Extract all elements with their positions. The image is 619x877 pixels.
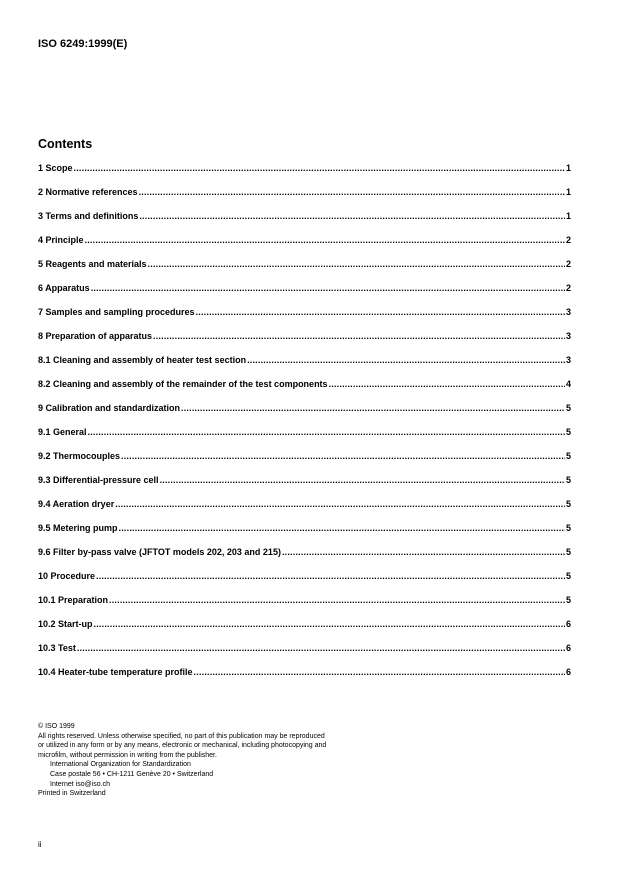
toc-dot-leader (139, 211, 565, 221)
toc-dot-leader (85, 235, 565, 245)
toc-entry[interactable] (38, 211, 571, 235)
toc-entry-title: 5 Reagents and materials (38, 259, 147, 269)
toc-entry-page: 4 (565, 379, 571, 389)
toc-dot-leader (77, 643, 565, 653)
organization-name: International Organization for Standardization (50, 761, 191, 769)
toc-dot-leader (282, 547, 565, 557)
toc-entry-title: 10.4 Heater-tube temperature profile (38, 667, 193, 677)
toc-entry-page: 5 (565, 475, 571, 485)
internet-contact: Internet iso@iso.ch (50, 780, 111, 788)
document-id: ISO 6249:1999(E) (38, 38, 128, 50)
toc-entry-title: 10.3 Test (38, 643, 76, 653)
toc-entry-title: 3 Terms and definitions (38, 211, 139, 221)
toc-entry-page: 2 (565, 259, 571, 269)
toc-entry-title: 9.2 Thermocouples (38, 451, 121, 461)
toc-entry[interactable] (38, 331, 571, 355)
toc-dot-leader (91, 283, 565, 293)
toc-entry[interactable] (38, 499, 571, 523)
toc-entry-title: 7 Samples and sampling procedures (38, 307, 195, 317)
toc-entry-page: 5 (565, 451, 571, 461)
toc-entry-title: 9.4 Aeration dryer (38, 499, 115, 509)
toc-dot-leader (88, 427, 565, 437)
toc-entry[interactable] (38, 643, 571, 667)
toc-entry-page: 2 (565, 283, 571, 293)
toc-entry-page: 5 (565, 427, 571, 437)
toc-entry-page: 3 (565, 355, 571, 365)
toc-entry[interactable] (38, 619, 571, 643)
toc-entry[interactable] (38, 427, 571, 451)
toc-dot-leader (115, 499, 565, 509)
toc-dot-leader (94, 619, 565, 629)
toc-entry[interactable] (38, 667, 571, 691)
toc-entry[interactable] (38, 163, 571, 187)
toc-dot-leader (196, 307, 565, 317)
toc-entry-page: 5 (565, 595, 571, 605)
contents-title: Contents (38, 137, 93, 151)
copyright-symbol-line: © ISO 1999 (38, 723, 75, 730)
toc-entry-page: 6 (565, 619, 571, 629)
toc-entry-page: 3 (565, 331, 571, 341)
toc-entry-page: 6 (565, 667, 571, 677)
toc-entry-page: 1 (565, 211, 571, 221)
toc-entry-page: 2 (565, 235, 571, 245)
table-of-contents (38, 163, 571, 691)
page-number: ii (38, 840, 42, 849)
toc-entry[interactable] (38, 379, 571, 403)
toc-entry[interactable] (38, 403, 571, 427)
toc-entry-page: 1 (565, 187, 571, 197)
toc-dot-leader (96, 571, 565, 581)
toc-entry[interactable] (38, 451, 571, 475)
toc-dot-leader (247, 355, 565, 365)
toc-dot-leader (119, 523, 565, 533)
rights-notice-line-2: or utilized in any form or by any means, electronic or mechanical, including photocopying and (38, 742, 327, 750)
toc-dot-leader (139, 187, 565, 197)
toc-entry[interactable] (38, 595, 571, 619)
toc-entry-title: 8.1 Cleaning and assembly of heater test section (38, 355, 247, 365)
toc-entry-title: 9 Calibration and standardization (38, 403, 181, 413)
toc-dot-leader (109, 595, 565, 605)
toc-entry-title: 4 Principle (38, 235, 84, 245)
toc-dot-leader (74, 163, 565, 173)
toc-entry-title: 9.1 General (38, 427, 87, 437)
toc-entry[interactable] (38, 547, 571, 571)
toc-entry[interactable] (38, 523, 571, 547)
toc-entry[interactable] (38, 571, 571, 595)
toc-entry-title: 10 Procedure (38, 571, 96, 581)
toc-entry-title: 9.3 Differential-pressure cell (38, 475, 159, 485)
toc-entry-page: 5 (565, 547, 571, 557)
toc-dot-leader (148, 259, 565, 269)
toc-entry[interactable] (38, 259, 571, 283)
postal-address: Case postale 56 • CH-1211 Genève 20 • Switzerland (50, 770, 214, 778)
toc-entry-title: 2 Normative references (38, 187, 138, 197)
toc-entry-title: 9.6 Filter by-pass valve (JFTOT models 202, 203 and 215) (38, 547, 281, 557)
toc-entry-page: 5 (565, 499, 571, 509)
rights-notice-line-1: All rights reserved. Unless otherwise specified, no part of this publication may be reproduced (38, 732, 325, 740)
toc-dot-leader (153, 331, 565, 341)
toc-entry[interactable] (38, 283, 571, 307)
toc-entry-title: 9.5 Metering pump (38, 523, 118, 533)
toc-entry-title: 8.2 Cleaning and assembly of the remainder of the test components (38, 379, 328, 389)
toc-entry-title: 8 Preparation of apparatus (38, 331, 153, 341)
toc-dot-leader (181, 403, 565, 413)
toc-dot-leader (121, 451, 565, 461)
toc-entry-page: 5 (565, 403, 571, 413)
toc-entry-page: 3 (565, 307, 571, 317)
printed-in: Printed in Switzerland (38, 790, 106, 798)
toc-entry[interactable] (38, 475, 571, 499)
toc-dot-leader (329, 379, 565, 389)
toc-entry-title: 1 Scope (38, 163, 73, 173)
toc-entry[interactable] (38, 307, 571, 331)
toc-entry-page: 1 (565, 163, 571, 173)
toc-entry-page: 6 (565, 643, 571, 653)
toc-entry-title: 10.1 Preparation (38, 595, 109, 605)
toc-entry[interactable] (38, 187, 571, 211)
copyright-notice (38, 722, 326, 799)
toc-entry-page: 5 (565, 571, 571, 581)
toc-dot-leader (160, 475, 565, 485)
toc-entry-title: 10.2 Start-up (38, 619, 93, 629)
toc-entry-title: 6 Apparatus (38, 283, 90, 293)
toc-dot-leader (194, 667, 565, 677)
toc-entry[interactable] (38, 235, 571, 259)
toc-entry[interactable] (38, 355, 571, 379)
rights-notice-line-3: microfilm, without permission in writing from the publisher. (38, 751, 217, 759)
toc-entry-page: 5 (565, 523, 571, 533)
